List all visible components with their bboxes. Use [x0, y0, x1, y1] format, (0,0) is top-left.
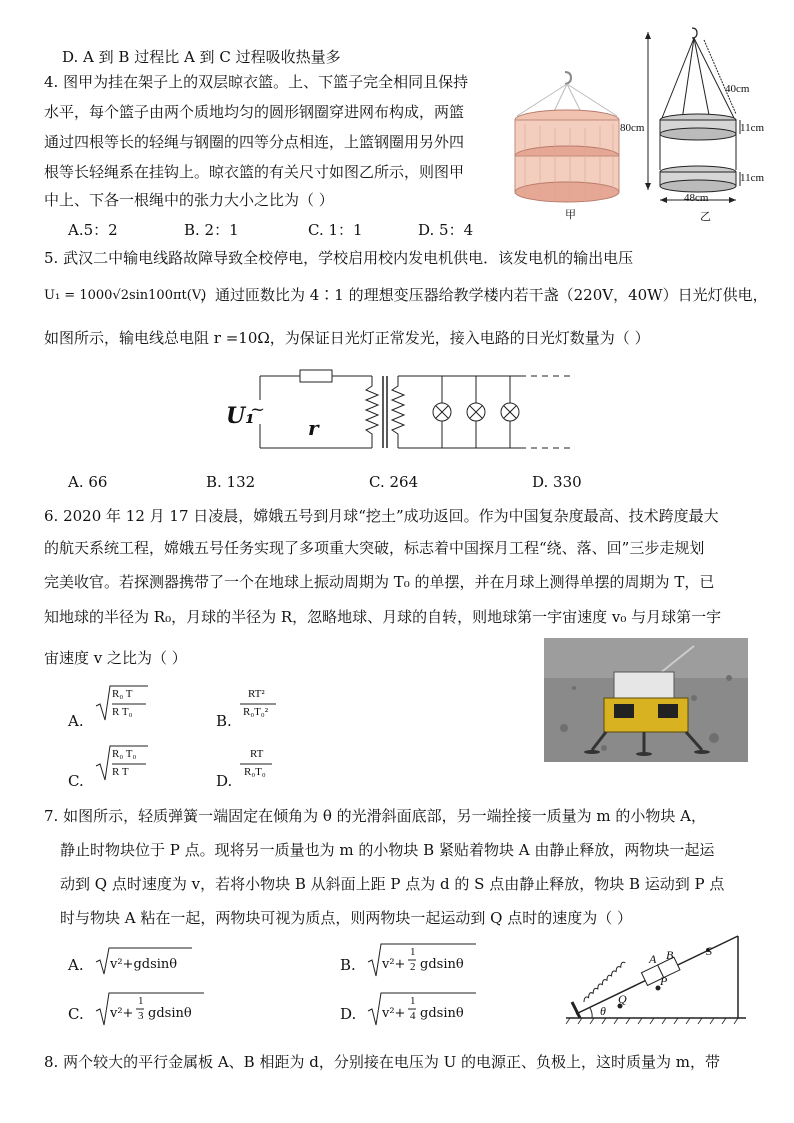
q6-line-5: 宙速度 v 之比为（ ） [44, 649, 187, 667]
q6-option-b-num: RT² [248, 688, 265, 700]
q7-option-b-label: B. [340, 956, 356, 974]
q7-option-c-post: gdsinθ [148, 1006, 192, 1021]
circuit-r: r [308, 416, 319, 440]
incline-diagram [562, 930, 748, 1026]
q5-line-2: ，通过匝数比为 4∶1 的理想变压器给教学楼内若干盏（220V，40W）日光灯供电， [200, 286, 768, 304]
q5-option-d: D. 330 [532, 473, 582, 491]
q5-option-b: B. 132 [206, 473, 256, 491]
dim-gap2: 11cm [740, 172, 765, 184]
q7-option-d-post: gdsinθ [420, 1006, 464, 1021]
q8-line-1: 8. 两个较大的平行金属板 A、B 相距为 d，分别接在电压为 U 的电源正、负极上，这时质量为 m，带 [44, 1053, 721, 1071]
q7-option-d-den: 4 [410, 1010, 416, 1022]
fig-label-a: A [649, 952, 657, 966]
q4-line-1: 4. 图甲为挂在架子上的双层晾衣篮。上、下篮子完全相同且保持 [44, 73, 469, 91]
dim-top: 40cm [725, 83, 750, 95]
q6-option-a-label: A. [68, 712, 84, 730]
q5-line-1: 5. 武汉二中输电线路故障导致全校停电，学校启用校内发电机供电．该发电机的输出电压 [44, 249, 634, 267]
q6-line-2: 的航天系统工程，嫦娥五号任务实现了多项重大突破，标志着中国探月工程“绕、落、回”三步走规划 [44, 539, 705, 557]
q7-option-c-den: 3 [138, 1010, 144, 1022]
q7-option-b-num: 1 [410, 946, 416, 958]
q5-option-a: A. 66 [68, 473, 108, 491]
fig-label-p: P [660, 974, 668, 988]
q5-formula: U₁ = 1000√2sin100πt(V) [44, 288, 207, 303]
q7-option-a-label: A. [68, 956, 84, 974]
fig-label-b: B [666, 948, 674, 962]
q7-option-b-pre: v²+ [382, 957, 406, 972]
fig-label-s: S [706, 944, 712, 958]
circuit-tilde: ~ [250, 399, 266, 420]
q5-option-c: C. 264 [369, 473, 419, 491]
q6-option-c-num: R₀ T₀ [112, 748, 137, 760]
q7-line-1: 7. 如图所示，轻质弹簧一端固定在倾角为 θ 的光滑斜面底部，另一端拴接一质量为 m 的小物块 A， [44, 807, 707, 825]
q7-option-d-pre: v²+ [382, 1006, 406, 1021]
q5-line-3: 如图所示，输电线总电阻 r =10Ω，为保证日光灯正常发光，接入电路的日光灯数量为（ ） [44, 329, 650, 347]
lander-photo [544, 638, 748, 762]
dim-height: 80cm [620, 122, 645, 134]
q7-option-c-pre: v²+ [110, 1006, 134, 1021]
fig-label-theta: θ [600, 1004, 606, 1018]
circuit-u1: U₁ [226, 403, 255, 429]
q4-line-2: 水平，每个篮子由两个质地均匀的圆形钢圈穿进网布构成，两篮 [44, 103, 465, 121]
q4-line-4: 根等长轻绳系在挂钩上。晾衣篮的有关尺寸如图乙所示，则图甲 [44, 163, 465, 181]
q4-option-a: A.5：2 [68, 221, 118, 239]
basket-photo [505, 68, 630, 208]
q6-option-a-num: R₀ T [112, 688, 133, 700]
q6-option-d-label: D. [216, 772, 233, 790]
q7-option-a-expr: v²+gdsinθ [110, 957, 178, 972]
q4-option-c: C. 1：1 [308, 221, 363, 239]
q7-option-d-label: D. [340, 1005, 357, 1023]
q7-option-b-den: 2 [410, 961, 416, 973]
circuit-diagram [220, 362, 590, 454]
fig-jia-label: 甲 [565, 209, 576, 221]
q7-option-c-label: C. [68, 1005, 84, 1023]
q4-line-3: 通过四根等长的轻绳与钢圈的四等分点相连，上篮钢圈用另外四 [44, 133, 465, 151]
q6-line-3: 完美收官。若探测器携带了一个在地球上振动周期为 T₀ 的单摆，并在月球上测得单摆的周期为 T，已 [44, 573, 715, 591]
q3-option-d: D. A 到 B 过程比 A 到 C 过程吸收热量多 [62, 48, 341, 66]
q6-option-b-den: R₀T₀² [243, 706, 269, 718]
fig-label-q: Q [618, 992, 627, 1006]
q7-option-d-num: 1 [410, 995, 416, 1007]
q7-line-4: 时与物块 A 粘在一起，两物块可视为质点，则两物块一起运动到 Q 点时的速度为（ ） [60, 909, 632, 927]
q6-option-d-num: RT [250, 748, 264, 760]
q6-option-c-den: R T [112, 766, 129, 778]
q4-option-d: D. 5：4 [418, 221, 474, 239]
q6-option-c-label: C. [68, 772, 84, 790]
dim-gap1: 11cm [740, 122, 765, 134]
q4-option-b: B. 2：1 [184, 221, 239, 239]
q6-option-d-den: R₀T₀ [244, 766, 266, 778]
fig-yi-label: 乙 [700, 211, 711, 223]
q7-option-c-num: 1 [138, 995, 144, 1007]
q6-option-a-den: R T₀ [112, 706, 133, 718]
q7-line-2: 静止时物块位于 P 点。现将另一质量也为 m 的小物块 B 紧贴着物块 A 由静止释放，两物块一起运 [60, 841, 715, 859]
q7-option-b-post: gdsinθ [420, 957, 464, 972]
q6-line-1: 6. 2020 年 12 月 17 日凌晨，嫦娥五号到月球“挖土”成功返回。作为中国复杂度最高、技术跨度最大 [44, 507, 719, 525]
q6-option-b-label: B. [216, 712, 232, 730]
q4-line-5: 中上、下各一根绳中的张力大小之比为（ ） [44, 191, 334, 209]
q6-line-4: 知地球的半径为 R₀，月球的半径为 R，忽略地球、月球的自转，则地球第一宇宙速度 v₀ 与月球第一宇 [44, 608, 722, 626]
q7-line-3: 动到 Q 点时速度为 v，若将小物块 B 从斜面上距 P 点为 d 的 S 点由静止释放，物块 B 运动到 P 点 [60, 875, 725, 893]
dim-width: 48cm [684, 192, 709, 204]
